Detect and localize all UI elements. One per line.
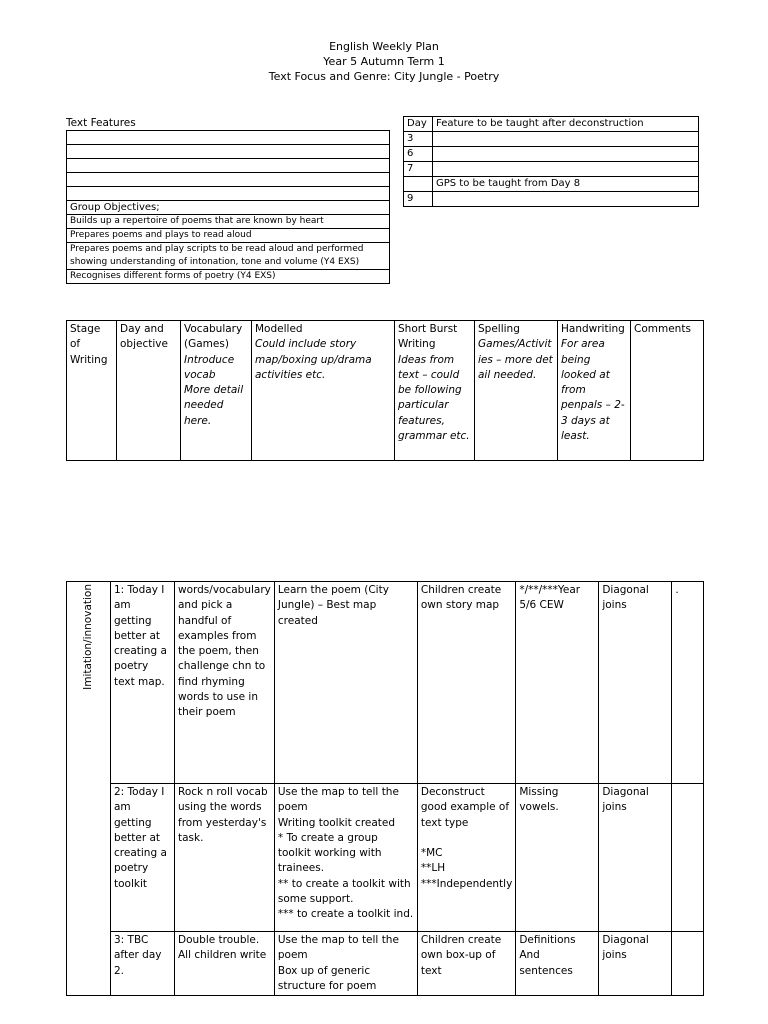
stage-label: Imitation/innovation <box>81 584 94 690</box>
vocabulary-note: Introduce vocab More detail needed here. <box>184 353 244 427</box>
objective-4: Recognises different forms of poetry (Y4 EXS) <box>67 270 390 284</box>
stage-cell <box>67 582 111 996</box>
objective-2: Prepares poems and plays to read aloud <box>67 229 390 243</box>
text-feature-cell <box>67 159 390 173</box>
plan-year-term: Year 5 Autumn Term 1 <box>323 55 445 68</box>
handwriting-title: Handwriting <box>561 323 625 335</box>
lesson-day: 2: Today I am getting better at creating a poetry toolkit <box>111 784 175 932</box>
handwriting-note: For area being looked at from penpals – 2-3 days at least. <box>561 338 625 443</box>
short-burst-header <box>395 321 475 461</box>
group-objectives-label: Group Objectives; <box>67 201 390 215</box>
lesson-handwriting: Diagonal joins <box>599 582 672 784</box>
lesson-comments: . <box>672 582 704 784</box>
lesson-day: 3: TBC after day 2. <box>111 932 175 996</box>
feature-cell: GPS to be taught from Day 8 <box>433 177 699 192</box>
lesson-spelling: Missing vowels. <box>516 784 599 932</box>
modelled-header <box>252 321 395 461</box>
feature-cell <box>433 132 699 147</box>
spelling-header <box>475 321 558 461</box>
lesson-modelled: Learn the poem (City Jungle) – Best map created <box>274 582 417 784</box>
stage-header: Stage of Writing <box>67 321 117 461</box>
objective-3: Prepares poems and play scripts to be read aloud and performed showing understanding of intonation, tone and volume (Y4 EXS) <box>67 243 390 270</box>
day-feature-table <box>403 116 699 207</box>
text-feature-cell <box>67 173 390 187</box>
lesson-short-burst: Children create own story map <box>417 582 515 784</box>
lesson-handwriting: Diagonal joins <box>599 784 672 932</box>
lesson-short-burst: Children create own box-up of text <box>417 932 515 996</box>
plan-text-focus: Text Focus and Genre: City Jungle - Poetry <box>268 70 500 83</box>
lessons-table <box>66 581 704 996</box>
lesson-handwriting: Diagonal joins <box>599 932 672 996</box>
text-features-table <box>66 130 390 284</box>
feature-cell <box>433 192 699 207</box>
lesson-vocab: Rock n roll vocab using the words from yesterday's task. <box>175 784 275 932</box>
lesson-spelling: */**/***Year 5/6 CEW <box>516 582 599 784</box>
lesson-modelled: Use the map to tell the poem Box up of generic structure for poem <box>274 932 417 996</box>
comments-header: Comments <box>631 321 704 461</box>
spelling-note: Games/Activities – more detail needed. <box>478 338 553 381</box>
short-burst-title: Short Burst Writing <box>398 323 458 351</box>
lesson-vocab: words/vocabulary and pick a handful of examples from the poem, then challenge chn to find rhyming words to use in their poem <box>175 582 275 784</box>
modelled-note: Could include story map/boxing up/drama activities etc. <box>255 338 372 381</box>
day-objective-header: Day and objective <box>117 321 181 461</box>
lesson-modelled: Use the map to tell the poem Writing toolkit created * To create a group toolkit working with trainees. ** to create a toolkit with some support. *** to create a toolkit ind. <box>274 784 417 932</box>
feature-cell <box>433 147 699 162</box>
modelled-title: Modelled <box>255 323 303 335</box>
day-cell <box>404 177 433 192</box>
lesson-comments <box>672 784 704 932</box>
day-column-header: Day <box>404 117 433 132</box>
plan-title: English Weekly Plan <box>329 40 439 53</box>
lesson-short-burst: Deconstruct good example of text type *MC **LH ***Independently <box>417 784 515 932</box>
feature-cell <box>433 162 699 177</box>
lesson-comments <box>672 932 704 996</box>
short-burst-note: Ideas from text – could be following particular features, grammar etc. <box>398 353 470 443</box>
vocabulary-header <box>181 321 252 461</box>
day-cell: 6 <box>404 147 433 162</box>
spelling-title: Spelling <box>478 323 520 335</box>
handwriting-header <box>558 321 631 461</box>
lesson-day: 1: Today I am getting better at creating a poetry text map. <box>111 582 175 784</box>
day-cell: 7 <box>404 162 433 177</box>
text-feature-cell <box>67 187 390 201</box>
text-feature-cell <box>67 145 390 159</box>
feature-column-header: Feature to be taught after deconstruction <box>433 117 699 132</box>
vocabulary-title: Vocabulary (Games) <box>184 323 243 351</box>
lesson-vocab: Double trouble. All children write <box>175 932 275 996</box>
text-feature-cell <box>67 131 390 145</box>
lesson-spelling: Definitions And sentences <box>516 932 599 996</box>
objective-1: Builds up a repertoire of poems that are known by heart <box>67 215 390 229</box>
day-cell: 3 <box>404 132 433 147</box>
plan-header-table <box>66 320 704 461</box>
day-cell: 9 <box>404 192 433 207</box>
text-features-label: Text Features <box>66 117 136 129</box>
